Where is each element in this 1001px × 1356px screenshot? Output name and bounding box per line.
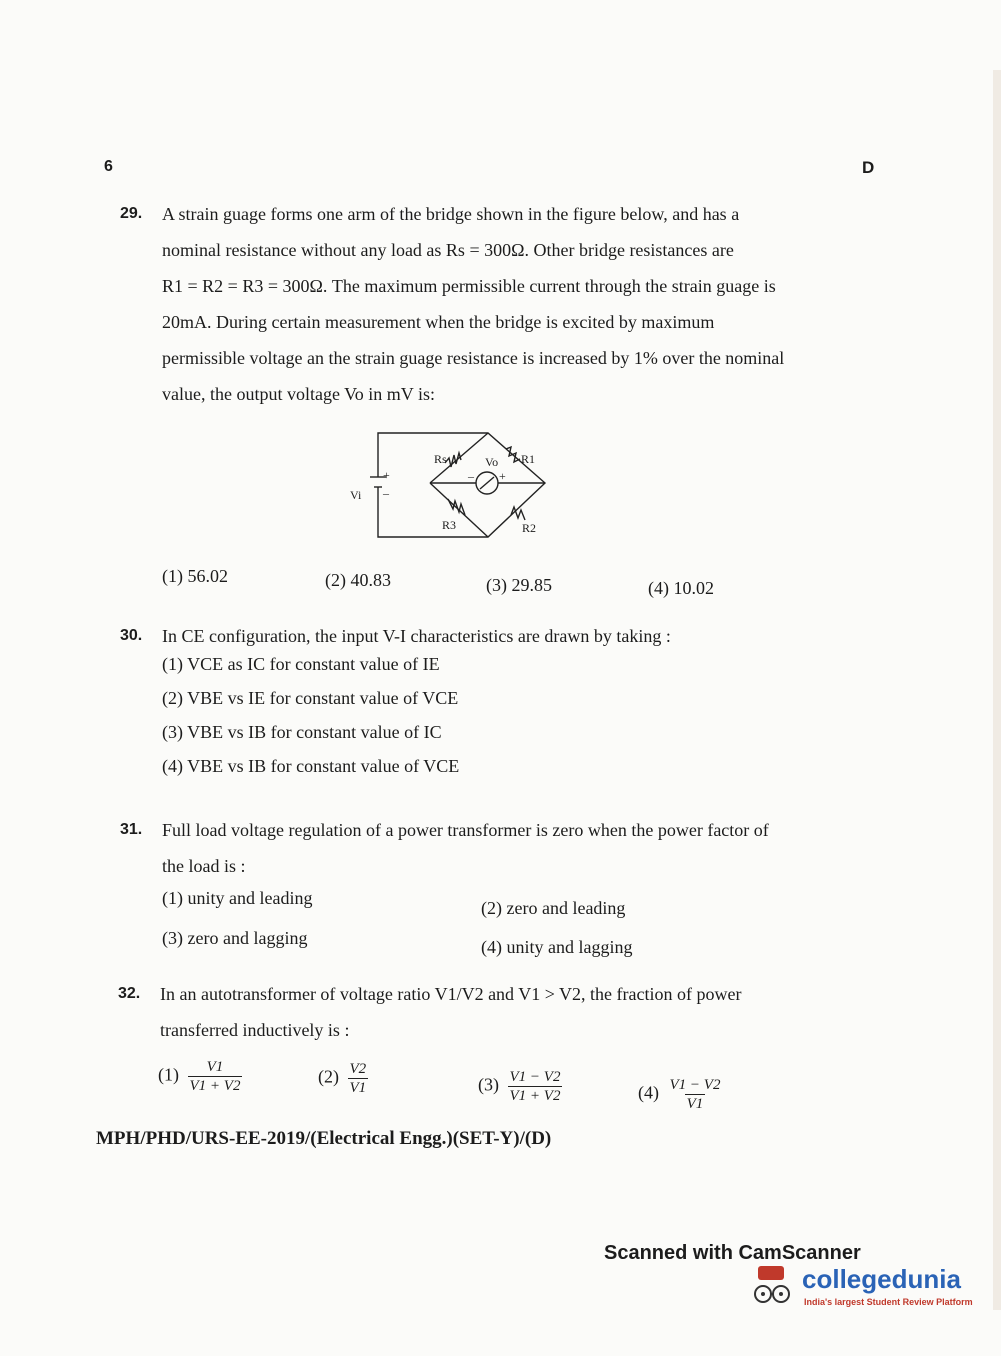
question-31 bbox=[120, 812, 852, 884]
fraction bbox=[188, 1058, 243, 1095]
q29-option-3: (3) 29.85 bbox=[486, 575, 552, 595]
q31-option-1: (1) unity and leading bbox=[162, 888, 313, 908]
fraction bbox=[348, 1060, 369, 1097]
label-r2: R2 bbox=[522, 521, 537, 535]
fraction-numerator: V1 bbox=[206, 1059, 224, 1075]
question-32 bbox=[118, 976, 844, 1048]
q32-option-4 bbox=[638, 1076, 722, 1113]
collegedunia-tagline: India's largest Student Review Platform bbox=[804, 1297, 973, 1307]
label-r3: R3 bbox=[442, 518, 457, 532]
q30-option-4: (4) VBE vs IB for constant value of VCE bbox=[162, 756, 460, 776]
label-vo: Vo bbox=[485, 455, 499, 469]
collegedunia-mascot-icon bbox=[746, 1264, 798, 1310]
fraction-denominator: V1 + V2 bbox=[509, 1088, 561, 1104]
q31-option-3: (3) zero and lagging bbox=[162, 928, 308, 948]
bridge-circuit-figure bbox=[330, 425, 570, 555]
fraction-numerator: V1 − V2 bbox=[509, 1069, 561, 1085]
question-line: nominal resistance without any load as Rs = 300Ω. Other bridge resistances are bbox=[162, 240, 734, 260]
option-label: (3) bbox=[478, 1074, 499, 1095]
scanner-watermark: Scanned with CamScanner bbox=[604, 1242, 861, 1264]
question-line: transferred inductively is : bbox=[160, 1020, 350, 1040]
circuit-wire bbox=[378, 433, 545, 537]
fraction-numerator: V1 − V2 bbox=[669, 1077, 721, 1093]
question-number: 31. bbox=[120, 821, 143, 838]
q30-option-2: (2) VBE vs IE for constant value of VCE bbox=[162, 688, 459, 708]
question-line: value, the output voltage Vo in mV is: bbox=[162, 384, 435, 404]
exam-footer-code: MPH/PHD/URS-EE-2019/(Electrical Engg.)(SET-Y)/(D) bbox=[96, 1128, 552, 1149]
question-line: R1 = R2 = R3 = 300Ω. The maximum permissible current through the strain guage is bbox=[162, 276, 776, 296]
page-number: 6 bbox=[104, 158, 113, 175]
question-line: A strain guage forms one arm of the bridge shown in the figure below, and has a bbox=[162, 204, 740, 224]
fraction-denominator: V1 + V2 bbox=[189, 1078, 241, 1094]
question-number: 30. bbox=[120, 627, 143, 644]
label-battery-minus: – bbox=[383, 486, 389, 500]
page-edge-shadow bbox=[993, 70, 1001, 1310]
fraction bbox=[508, 1068, 563, 1105]
question-29 bbox=[120, 196, 864, 412]
question-line: permissible voltage an the strain guage resistance is increased by 1% over the nominal bbox=[162, 348, 785, 368]
fraction bbox=[668, 1076, 723, 1113]
question-number: 32. bbox=[118, 985, 141, 1002]
resistor-r1-zigzag bbox=[506, 447, 520, 462]
label-detector-minus: – bbox=[468, 469, 474, 483]
resistor-rs-zigzag bbox=[445, 453, 461, 467]
option-label: (4) bbox=[638, 1082, 659, 1103]
label-vi: Vi bbox=[350, 488, 362, 502]
label-detector-plus: + bbox=[499, 469, 506, 483]
q32-option-3 bbox=[478, 1068, 562, 1105]
question-line: In an autotransformer of voltage ratio V1/V2 and V1 > V2, the fraction of power bbox=[160, 984, 742, 1004]
galvanometer-needle bbox=[480, 477, 494, 489]
option-label: (1) bbox=[158, 1064, 179, 1085]
question-line: the load is : bbox=[162, 856, 246, 876]
label-battery-plus: + bbox=[383, 468, 390, 482]
q31-option-4: (4) unity and lagging bbox=[481, 937, 633, 957]
q29-option-2: (2) 40.83 bbox=[325, 570, 391, 590]
label-r1: R1 bbox=[521, 452, 536, 466]
q29-option-4: (4) 10.02 bbox=[648, 578, 714, 598]
q31-option-2: (2) zero and leading bbox=[481, 898, 626, 918]
collegedunia-brand: collegedunia bbox=[802, 1264, 961, 1294]
question-text: In CE configuration, the input V-I characteristics are drawn by taking : bbox=[162, 626, 671, 646]
q32-option-1 bbox=[158, 1058, 242, 1095]
q29-option-1: (1) 56.02 bbox=[162, 566, 228, 586]
q30-option-1: (1) VCE as IC for constant value of IE bbox=[162, 654, 440, 674]
question-line: Full load voltage regulation of a power transformer is zero when the power factor of bbox=[162, 820, 769, 840]
option-label: (2) bbox=[318, 1066, 339, 1087]
q30-option-3: (3) VBE vs IB for constant value of IC bbox=[162, 722, 442, 742]
question-line: 20mA. During certain measurement when the bridge is excited by maximum bbox=[162, 312, 715, 332]
set-code: D bbox=[862, 158, 875, 177]
fraction-numerator: V2 bbox=[349, 1061, 367, 1077]
fraction-denominator: V1 bbox=[349, 1080, 367, 1096]
q32-option-2 bbox=[318, 1060, 368, 1097]
label-rs: Rs bbox=[434, 452, 447, 466]
question-number: 29. bbox=[120, 205, 143, 222]
question-30 bbox=[120, 618, 782, 654]
fraction-denominator: V1 bbox=[686, 1096, 704, 1112]
